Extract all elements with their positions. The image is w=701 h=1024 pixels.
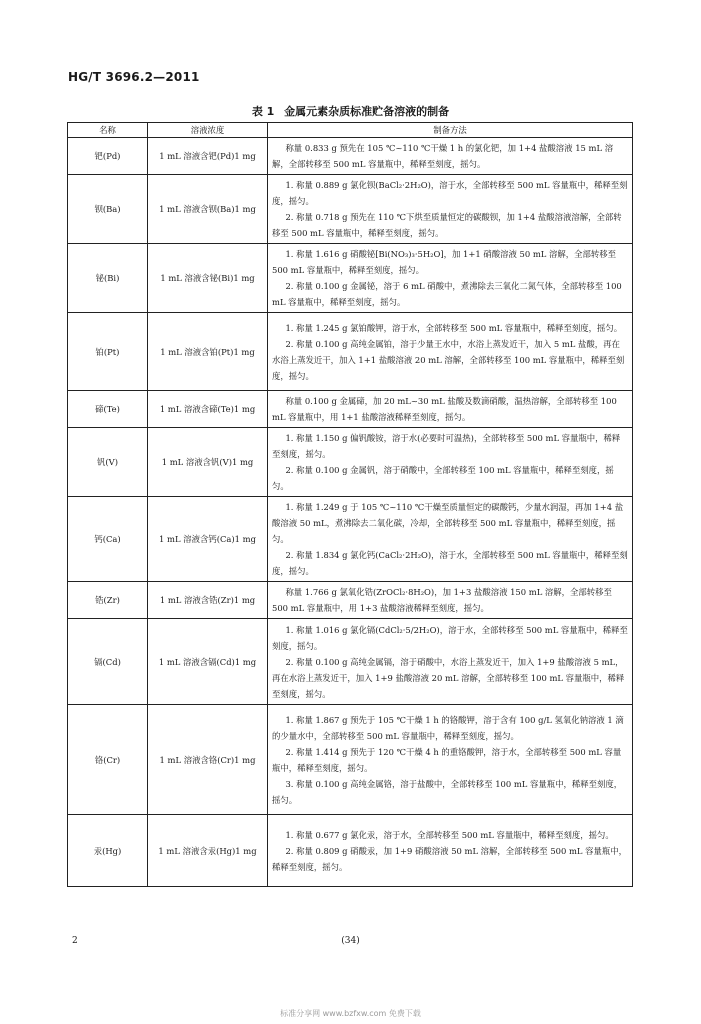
concentration-cell: 1 mL 溶液含汞(Hg)1 mg xyxy=(148,815,268,887)
method-cell xyxy=(268,705,633,815)
footer-watermark: 标准分享网 www.bzfxw.com 免费下载 xyxy=(280,1009,421,1018)
table-row xyxy=(68,428,633,497)
column-header-method: 制备方法 xyxy=(268,123,633,138)
method-paragraph: 1. 称量 0.889 g 氯化钡(BaCl₂·2H₂O)，溶于水，全部转移至 500 mL 容量瓶中，稀释至刻度，摇匀。 xyxy=(272,180,628,206)
table-row xyxy=(68,175,633,244)
method-paragraph: 2. 称量 0.809 g 硝酸汞，加 1+9 硝酸溶液 50 mL 溶解，全部转移至 500 mL 容量瓶中，稀释至刻度，摇匀。 xyxy=(272,845,628,872)
element-name-cell: 锆(Zr) xyxy=(68,582,148,619)
table-row xyxy=(68,138,633,175)
element-name-cell: 铋(Bi) xyxy=(68,244,148,313)
method-cell xyxy=(268,815,633,887)
page-sequence: (34) xyxy=(341,936,360,946)
concentration-cell: 1 mL 溶液含钡(Ba)1 mg xyxy=(148,175,268,244)
method-paragraph: 1. 称量 1.249 g 于 105 ℃~110 ℃干燥至质量恒定的碳酸钙，少量水润湿，再加 1+4 盐酸溶液 50 mL，煮沸除去二氧化碳，冷却，全部转移至 500 mL 容量瓶中，稀释至刻度，摇匀。 xyxy=(272,502,624,544)
page-number: 2 xyxy=(72,936,78,946)
method-paragraph: 2. 称量 0.100 g 金属钒，溶于硝酸中，全部转移至 100 mL 容量瓶中，稀释至刻度，摇匀。 xyxy=(272,465,614,491)
concentration-cell: 1 mL 溶液含钒(V)1 mg xyxy=(148,428,268,497)
column-header-name: 名称 xyxy=(68,123,148,138)
table-row xyxy=(68,497,633,582)
table-caption: 金属元素杂质标准贮备溶液的制备 xyxy=(284,105,450,118)
element-name-cell: 铂(Pt) xyxy=(68,313,148,391)
standard-code: HG/T 3696.2—2011 xyxy=(68,70,200,84)
method-paragraph: 1. 称量 1.245 g 氯铂酸钾，溶于水，全部转移至 500 mL 容量瓶中，稀释至刻度，摇匀。 xyxy=(285,322,623,333)
table-label: 表 1 xyxy=(251,105,275,118)
concentration-cell: 1 mL 溶液含锆(Zr)1 mg xyxy=(148,582,268,619)
method-paragraph: 1. 称量 1.616 g 硝酸铋[Bi(NO₃)₃·5H₂O]，加 1+1 硝酸溶液 50 mL 溶解，全部转移至 500 mL 容量瓶中，稀释至刻度，摇匀。 xyxy=(272,249,617,275)
element-name-cell: 钙(Ca) xyxy=(68,497,148,582)
method-cell xyxy=(268,619,633,705)
table-row xyxy=(68,815,633,887)
concentration-cell: 1 mL 溶液含铬(Cr)1 mg xyxy=(148,705,268,815)
concentration-cell: 1 mL 溶液含铂(Pt)1 mg xyxy=(148,313,268,391)
method-paragraph: 2. 称量 0.100 g 高纯金属镉，溶于硝酸中，水浴上蒸发近干，加入 1+9 盐酸溶液 5 mL，再在水浴上蒸发近干，加入 1+9 盐酸溶液 20 mL 溶解，全部转移至 100 mL 容量瓶中，稀释至刻度，摇匀。 xyxy=(272,656,625,699)
method-cell xyxy=(268,428,633,497)
element-name-cell: 镉(Cd) xyxy=(68,619,148,705)
method-paragraph: 1. 称量 0.677 g 氯化汞，溶于水，全部转移至 500 mL 容量瓶中，稀释至刻度，摇匀。 xyxy=(285,829,614,840)
element-name-cell: 铬(Cr) xyxy=(68,705,148,815)
method-cell xyxy=(268,138,633,175)
method-paragraph: 3. 称量 0.100 g 高纯金属铬，溶于盐酸中，全部转移至 100 mL 容量瓶中，稀释至刻度，摇匀。 xyxy=(272,778,623,805)
table-row xyxy=(68,582,633,619)
method-paragraph: 2. 称量 0.718 g 预先在 110 ℃下烘至质量恒定的碳酸钡，加 1+4 盐酸溶液溶解，全部转移至 500 mL 容量瓶中，稀释至刻度，摇匀。 xyxy=(272,212,622,238)
table-row xyxy=(68,391,633,428)
table-row xyxy=(68,705,633,815)
concentration-cell: 1 mL 溶液含碲(Te)1 mg xyxy=(148,391,268,428)
table-title xyxy=(0,103,701,119)
table-row xyxy=(68,313,633,391)
element-name-cell: 钡(Ba) xyxy=(68,175,148,244)
method-paragraph: 2. 称量 1.834 g 氯化钙(CaCl₂·2H₂O)，溶于水，全部转移至 500 mL 容量瓶中，稀释至刻度，摇匀。 xyxy=(272,550,628,576)
element-name-cell: 钒(V) xyxy=(68,428,148,497)
concentration-cell: 1 mL 溶液含钙(Ca)1 mg xyxy=(148,497,268,582)
method-paragraph: 2. 称量 1.414 g 预先于 120 ℃干燥 4 h 的重铬酸钾，溶于水，全部转移至 500 mL 容量瓶中，稀释至刻度，摇匀。 xyxy=(272,746,622,773)
table-row xyxy=(68,244,633,313)
method-cell xyxy=(268,582,633,619)
method-paragraph: 2. 称量 0.100 g 高纯金属铂，溶于少量王水中，水浴上蒸发近干，加入 5 mL 盐酸，再在水浴上蒸发近干，加入 1+1 盐酸溶液 20 mL 溶解，全部转移至 100 mL 容量瓶中，稀释至刻度，摇匀。 xyxy=(272,338,625,381)
concentration-cell: 1 mL 溶液含铋(Bi)1 mg xyxy=(148,244,268,313)
method-paragraph: 称量 0.100 g 金属碲，加 20 mL~30 mL 盐酸及数滴硝酸，温热溶解，全部转移至 100 mL 容量瓶中，用 1+1 盐酸溶液稀释至刻度，摇匀。 xyxy=(272,396,617,422)
method-cell xyxy=(268,175,633,244)
element-name-cell: 汞(Hg) xyxy=(68,815,148,887)
table-row xyxy=(68,619,633,705)
method-cell xyxy=(268,244,633,313)
method-paragraph: 称量 0.833 g 预先在 105 ℃~110 ℃干燥 1 h 的氯化钯，加 1+4 盐酸溶液 15 mL 溶解，全部转移至 500 mL 容量瓶中，稀释至刻度，摇匀。 xyxy=(272,143,614,169)
element-name-cell: 钯(Pd) xyxy=(68,138,148,175)
method-cell xyxy=(268,497,633,582)
method-cell xyxy=(268,313,633,391)
element-name-cell: 碲(Te) xyxy=(68,391,148,428)
concentration-cell: 1 mL 溶液含钯(Pd)1 mg xyxy=(148,138,268,175)
method-paragraph: 1. 称量 1.150 g 偏钒酸铵，溶于水(必要时可温热)，全部转移至 500 mL 容量瓶中，稀释至刻度，摇匀。 xyxy=(272,433,621,459)
method-paragraph: 1. 称量 1.016 g 氯化镉(CdCl₂·5/2H₂O)，溶于水，全部转移至 500 mL 容量瓶中，稀释至刻度，摇匀。 xyxy=(272,624,628,651)
table-header-row xyxy=(68,123,633,138)
preparation-table xyxy=(67,122,633,887)
method-cell xyxy=(268,391,633,428)
method-paragraph: 称量 1.766 g 氯氧化锆(ZrOCl₂·8H₂O)，加 1+3 盐酸溶液 150 mL 溶解，全部转移至 500 mL 容量瓶中，用 1+3 盐酸溶液稀释至刻度，摇匀。 xyxy=(272,587,612,613)
concentration-cell: 1 mL 溶液含镉(Cd)1 mg xyxy=(148,619,268,705)
method-paragraph: 1. 称量 1.867 g 预先于 105 ℃干燥 1 h 的铬酸钾，溶于含有 100 g/L 氢氧化钠溶液 1 滴的少量水中，全部转移至 500 mL 容量瓶中，稀释至刻度，摇匀。 xyxy=(272,714,624,741)
column-header-concentration: 溶液浓度 xyxy=(148,123,268,138)
method-paragraph: 2. 称量 0.100 g 金属铋，溶于 6 mL 硝酸中，煮沸除去三氧化二氮气体，全部转移至 100 mL 容量瓶中，稀释至刻度，摇匀。 xyxy=(272,281,622,307)
